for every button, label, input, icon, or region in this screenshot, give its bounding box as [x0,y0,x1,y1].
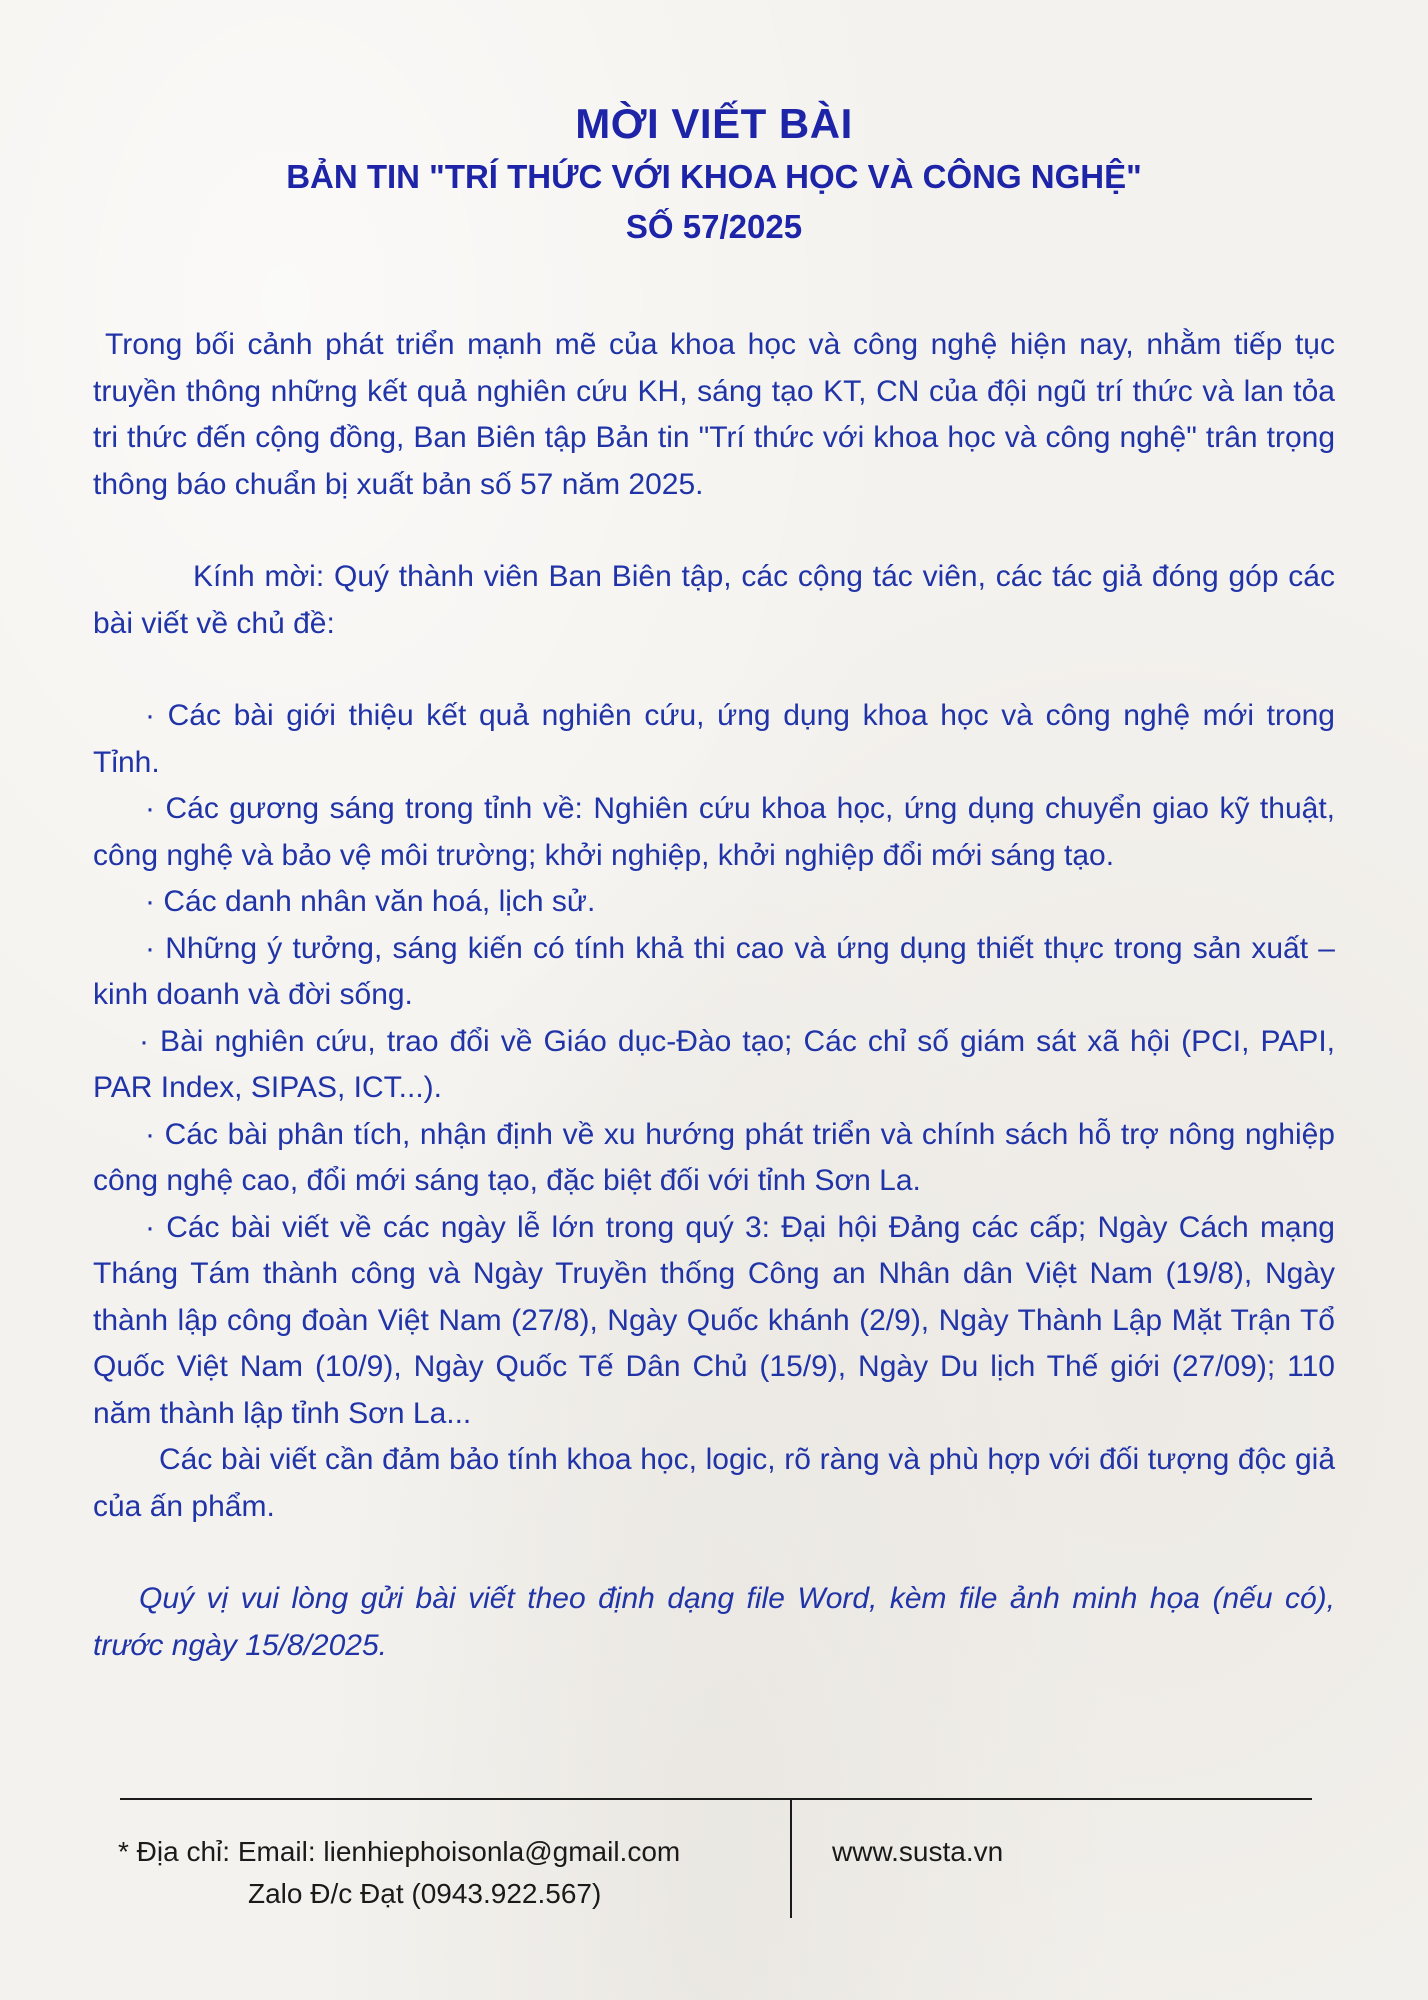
bulletin-name: BẢN TIN "TRÍ THỨC VỚI KHOA HỌC VÀ CÔNG NGHỆ" [286,158,1142,195]
footer-divider-horizontal [120,1798,1312,1800]
topic-item: · Các bài viết về các ngày lễ lớn trong quý 3: Đại hội Đảng các cấp; Ngày Cách mạng Tháng Tám thành công và Ngày Truyền thống Công an Nhân dân Việt Nam (19/8), Ngày thành lập công đoàn Việt Nam (27/8), Ngày Quốc khánh (2/9), Ngày Thành Lập Mặt Trận Tổ Quốc Việt Nam (10/9), Ngày Quốc Tế Dân Chủ (15/9), Ngày Du lịch Thế giới (27/09); 110 năm thành lập tỉnh Sơn La... [93,1210,1335,1430]
topic-item: · Những ý tưởng, sáng kiến có tính khả thi cao và ứng dụng thiết thực trong sản xuất – kinh doanh và đời sống. [93,931,1335,1011]
contact-email[interactable]: * Địa chỉ: Email: lienhiephoisonla@gmail.com [118,1836,681,1867]
requirement-paragraph: Các bài viết cần đảm bảo tính khoa học, logic, rõ ràng và phù hợp với đối tượng độc giả của ấn phẩm. [93,1443,1335,1523]
topic-item: · Bài nghiên cứu, trao đổi về Giáo dục-Đào tạo; Các chỉ số giám sát xã hội (PCI, PAPI, PAR Index, SIPAS, ICT...). [93,1024,1335,1104]
website-link[interactable]: www.susta.vn [832,1836,1004,1867]
footer-divider-vertical [790,1800,792,1918]
spacer [93,1530,1335,1576]
spacer [93,508,1335,554]
topic-item: · Các danh nhân văn hoá, lịch sử. [145,885,596,918]
contact-zalo: Zalo Đ/c Đạt (0943.922.567) [248,1878,602,1909]
submission-note: Quý vị vui lòng gửi bài viết theo định dạng file Word, kèm file ảnh minh họa (nếu có), trước ngày 15/8/2025. [93,1582,1335,1662]
spacer [93,647,1335,693]
document-body [93,322,1335,1669]
invitation-paragraph: Kính mời: Quý thành viên Ban Biên tập, các cộng tác viên, các tác giả đóng góp các bài viết về chủ đề: [93,560,1335,640]
contact-info [118,1831,758,1915]
intro-paragraph: Trong bối cảnh phát triển mạnh mẽ của khoa học và công nghệ hiện nay, nhằm tiếp tục truyền thông những kết quả nghiên cứu KH, sáng tạo KT, CN của đội ngũ trí thức và lan tỏa tri thức đến cộng đồng, Ban Biên tập Bản tin "Trí thức với khoa học và công nghệ" trân trọng thông báo chuẩn bị xuất bản số 57 năm 2025. [93,328,1335,501]
page-title: MỜI VIẾT BÀI [575,100,853,147]
topic-item: · Các bài giới thiệu kết quả nghiên cứu, ứng dụng khoa học và công nghệ mới trong Tỉnh. [93,699,1335,779]
document-header [0,96,1428,252]
topic-item: · Các bài phân tích, nhận định về xu hướng phát triển và chính sách hỗ trợ nông nghiệp công nghệ cao, đổi mới sáng tạo, đặc biệt đối với tỉnh Sơn La. [93,1117,1335,1197]
topic-item: · Các gương sáng trong tỉnh về: Nghiên cứu khoa học, ứng dụng chuyển giao kỹ thuật, công nghệ và bảo vệ môi trường; khởi nghiệp, khởi nghiệp đổi mới sáng tạo. [93,792,1335,872]
issue-number: SỐ 57/2025 [625,208,803,245]
